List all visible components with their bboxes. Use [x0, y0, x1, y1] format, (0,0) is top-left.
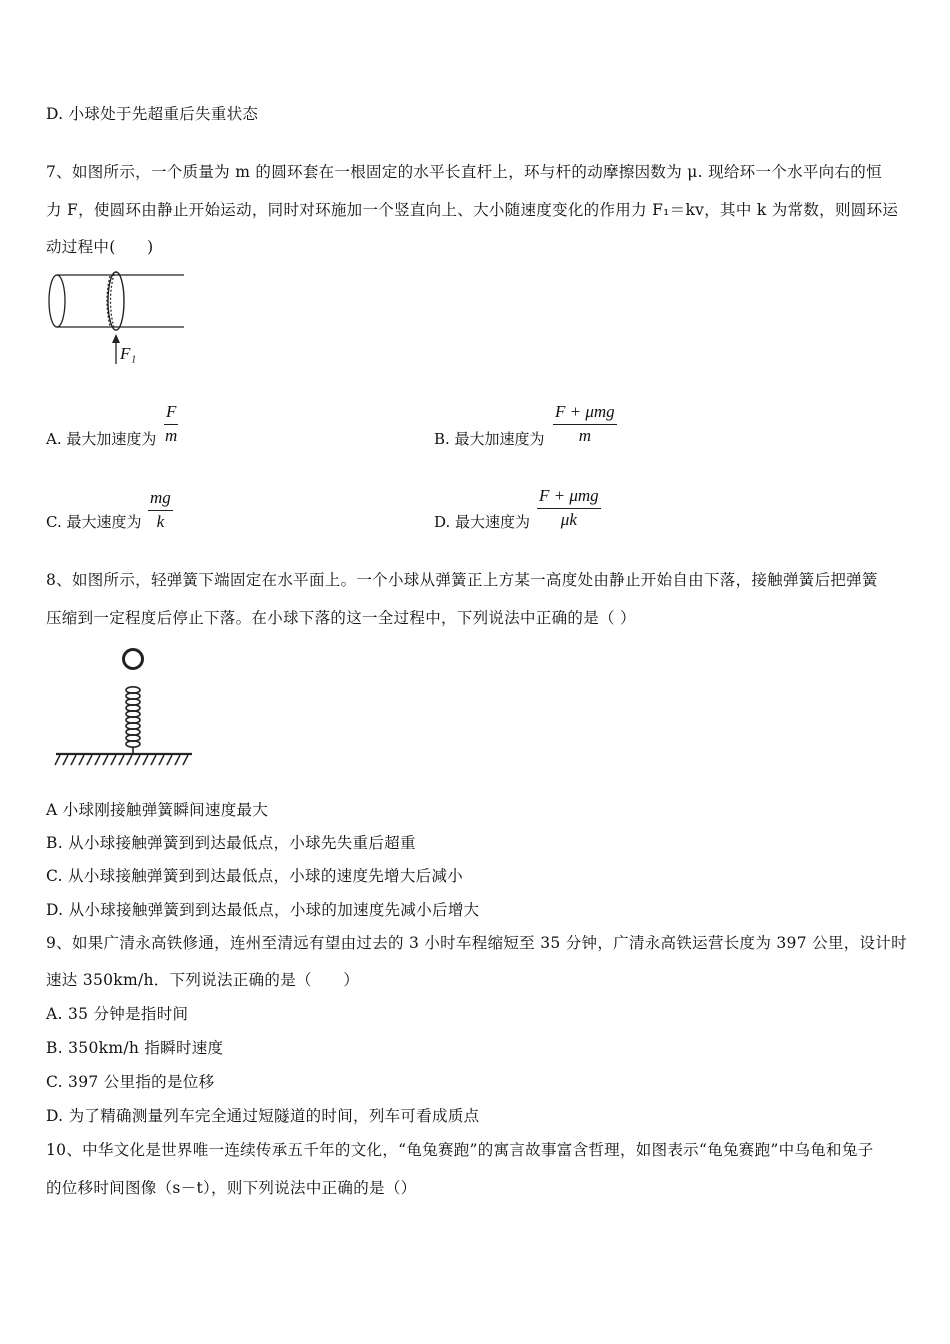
prev-option-d: D. 小球处于先超重后失重状态: [46, 105, 259, 123]
q9-stem-line2: 速达 350km/h．下列说法正确的是（ ）: [46, 971, 360, 989]
q10-stem-line1: 10、中华文化是世界唯一连续传承五千年的文化，“龟兔赛跑”的寓言故事富含哲理，如图表示“龟兔赛跑”中乌龟和兔子: [46, 1141, 874, 1159]
q7-option-d-fraction: [537, 486, 601, 530]
q7-option-a-numerator: F: [164, 402, 178, 425]
q9-option-d: D. 为了精确测量列车完全通过短隧道的时间，列车可看成质点: [46, 1107, 480, 1125]
q9-option-c: C. 397 公里指的是位移: [46, 1073, 215, 1091]
q9-stem-line1: 9、如果广清永高铁修通，连州至清远有望由过去的 3 小时车程缩短至 35 分钟，广清永高铁运营长度为 397 公里，设计时: [46, 934, 907, 952]
q7-option-a-denominator: m: [165, 426, 178, 445]
q10-stem-line2: 的位移时间图像（s－t），则下列说法中正确的是（）: [46, 1179, 417, 1197]
q7-stem-line2: 力 F，使圆环由静止开始运动，同时对环施加一个竖直向上、大小随速度变化的作用力 F₁＝kv，其中 k 为常数，则圆环运: [46, 201, 899, 219]
q9-option-b: B. 350km/h 指瞬时速度: [46, 1039, 224, 1057]
q7-option-d-label: D. 最大速度为: [434, 513, 531, 531]
q7-option-a-label: A. 最大加速度为: [46, 430, 157, 448]
q8-option-b: B. 从小球接触弹簧到到达最低点，小球先失重后超重: [46, 834, 416, 852]
q7-stem-line1: 7、如图所示，一个质量为 m 的圆环套在一根固定的水平长直杆上，环与杆的动摩擦因数为 μ. 现给环一个水平向右的恒: [46, 163, 882, 181]
q7-option-b-numerator: F + μmg: [553, 402, 617, 425]
q7-figure-label-f1: F₁: [120, 344, 137, 363]
q8-option-a: A 小球刚接触弹簧瞬间速度最大: [46, 801, 269, 819]
q8-ball-spring-figure: [52, 645, 197, 770]
q8-option-c: C. 从小球接触弹簧到到达最低点，小球的速度先增大后减小: [46, 867, 464, 885]
q7-stem-line3: 动过程中( ): [46, 238, 154, 256]
q7-option-a-fraction: [164, 402, 178, 446]
q7-option-d-numerator: F + μmg: [537, 486, 601, 509]
q7-option-b-fraction: [553, 402, 617, 446]
q7-option-c-numerator: mg: [148, 488, 173, 511]
q9-option-a: A. 35 分钟是指时间: [46, 1005, 189, 1023]
q8-stem-line1: 8、如图所示，轻弹簧下端固定在水平面上。一个小球从弹簧正上方某一高度处由静止开始自由下落，接触弹簧后把弹簧: [46, 571, 878, 589]
q7-ring-rod-figure: [44, 266, 194, 376]
q7-option-b-label: B. 最大加速度为: [434, 430, 545, 448]
q7-option-c-label: C. 最大速度为: [46, 513, 142, 531]
q7-option-b-denominator: m: [578, 426, 591, 445]
q7-option-c-fraction: [148, 488, 173, 532]
q7-option-d-denominator: μk: [560, 510, 577, 529]
q8-stem-line2: 压缩到一定程度后停止下落。在小球下落的这一全过程中，下列说法中正确的是（ ）: [46, 609, 636, 627]
q8-option-d: D. 从小球接触弹簧到到达最低点，小球的加速度先减小后增大: [46, 901, 480, 919]
q7-option-c-denominator: k: [156, 512, 165, 531]
